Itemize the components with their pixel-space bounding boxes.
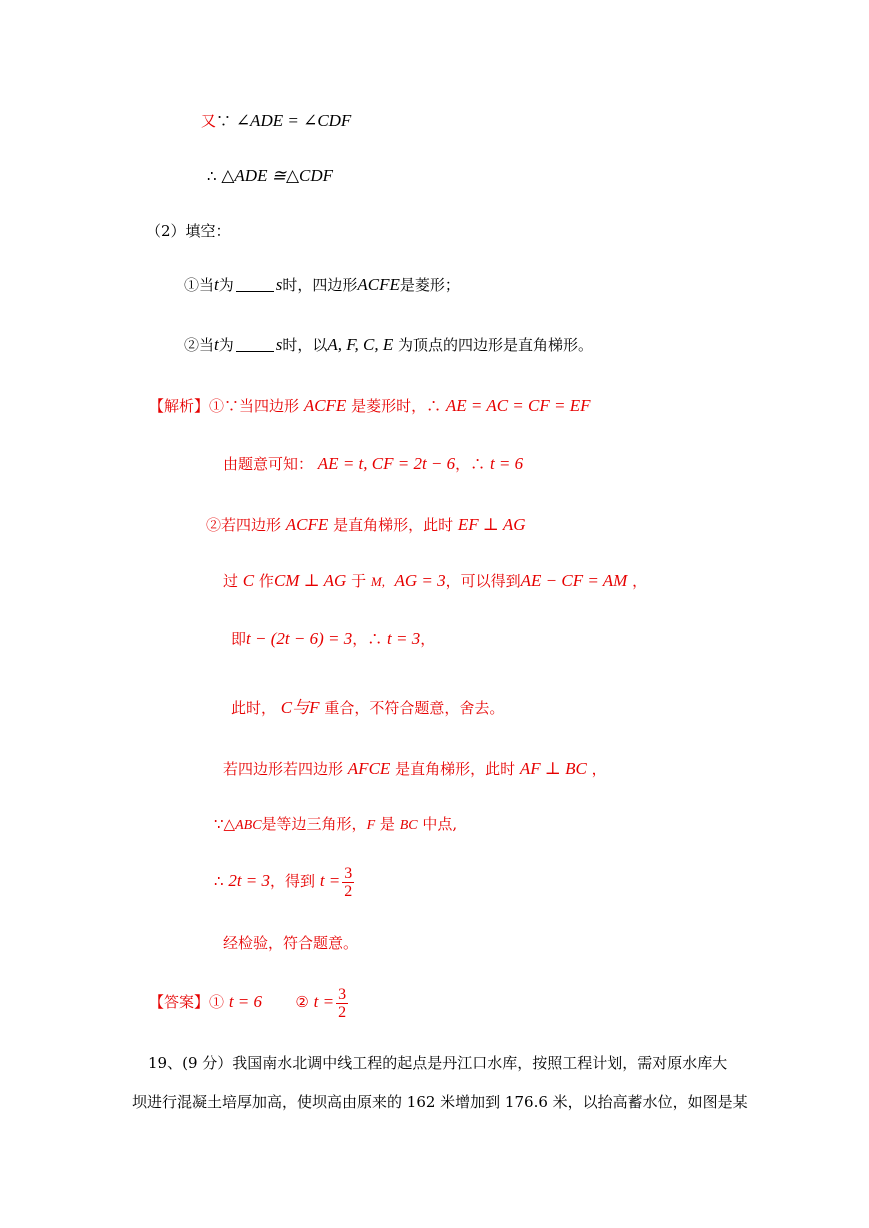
analysis-line-1: 【解析】①∵当四边形 ACFE 是菱形时，∴ AE = AC = CF = EF: [149, 396, 591, 415]
fraction-three-halves: $\frac{3}{2}$: [344, 864, 353, 900]
part2-heading: （2）填空：: [146, 222, 231, 240]
congruence-statement: △ADE ≅△CDF: [221, 166, 334, 185]
proof-line-2: ∴ △ADE ≅△CDF: [207, 166, 334, 185]
proof-line-1: 又∵ ∠ADE = ∠CDF: [201, 111, 352, 130]
analysis-line-10: 经检验，符合题意。: [223, 934, 359, 952]
answer-blank-1[interactable]: [236, 277, 274, 292]
answer-tag: 【答案】: [149, 993, 210, 1011]
q19-line-2: 坝进行混凝土培厚加高，使坝高由原来的 162 米增加到 176.6 米，以抬高蓄水位，如图是某: [132, 1093, 748, 1111]
q19-line-1: 19、(9 分）我国南水北调中线工程的起点是丹江口水库，按照工程计划，需对原水库大: [148, 1054, 728, 1072]
analysis-line-6: 此时， C与F 重合，不符合题意，舍去。: [231, 698, 505, 717]
analysis-line-8: ∵△ABC是等边三角形，F 是 BC 中点,: [214, 815, 458, 833]
analysis-line-4: 过 C 作CM ⊥ AG 于 M, AG = 3，可以得到AE − CF = AM ，: [223, 571, 648, 590]
answer-fraction: $\frac{3}{2}$: [338, 985, 347, 1021]
analysis-line-9: ∴ 2t = 3，得到 t = $\frac{3}{2}$: [214, 864, 353, 900]
analysis-tag: 【解析】: [149, 397, 210, 415]
angle-equation: ∠ADE = ∠CDF: [235, 111, 352, 130]
question-2: ②当t为 s时，以A, F, C, E 为顶点的四边形是直角梯形。: [184, 335, 594, 354]
analysis-line-2: 由题意可知： AE = t, CF = 2t − 6，∴ t = 6: [223, 454, 524, 473]
answer-blank-2[interactable]: [236, 337, 274, 352]
analysis-line-3: ②若四边形 ACFE 是直角梯形，此时 EF ⊥ AG: [206, 515, 526, 534]
question-1: ①当t为 s时，四边形ACFE是菱形；: [184, 275, 460, 294]
analysis-line-7: 若四边形若四边形 AFCE 是直角梯形，此时 AF ⊥ BC ，: [223, 759, 607, 778]
you-word: 又: [201, 112, 217, 130]
analysis-line-5: 即t − (2t − 6) = 3，∴ t = 3，: [231, 629, 436, 648]
answer-line: 【答案】① t = 6 ② t = $\frac{3}{2}$: [149, 985, 347, 1021]
